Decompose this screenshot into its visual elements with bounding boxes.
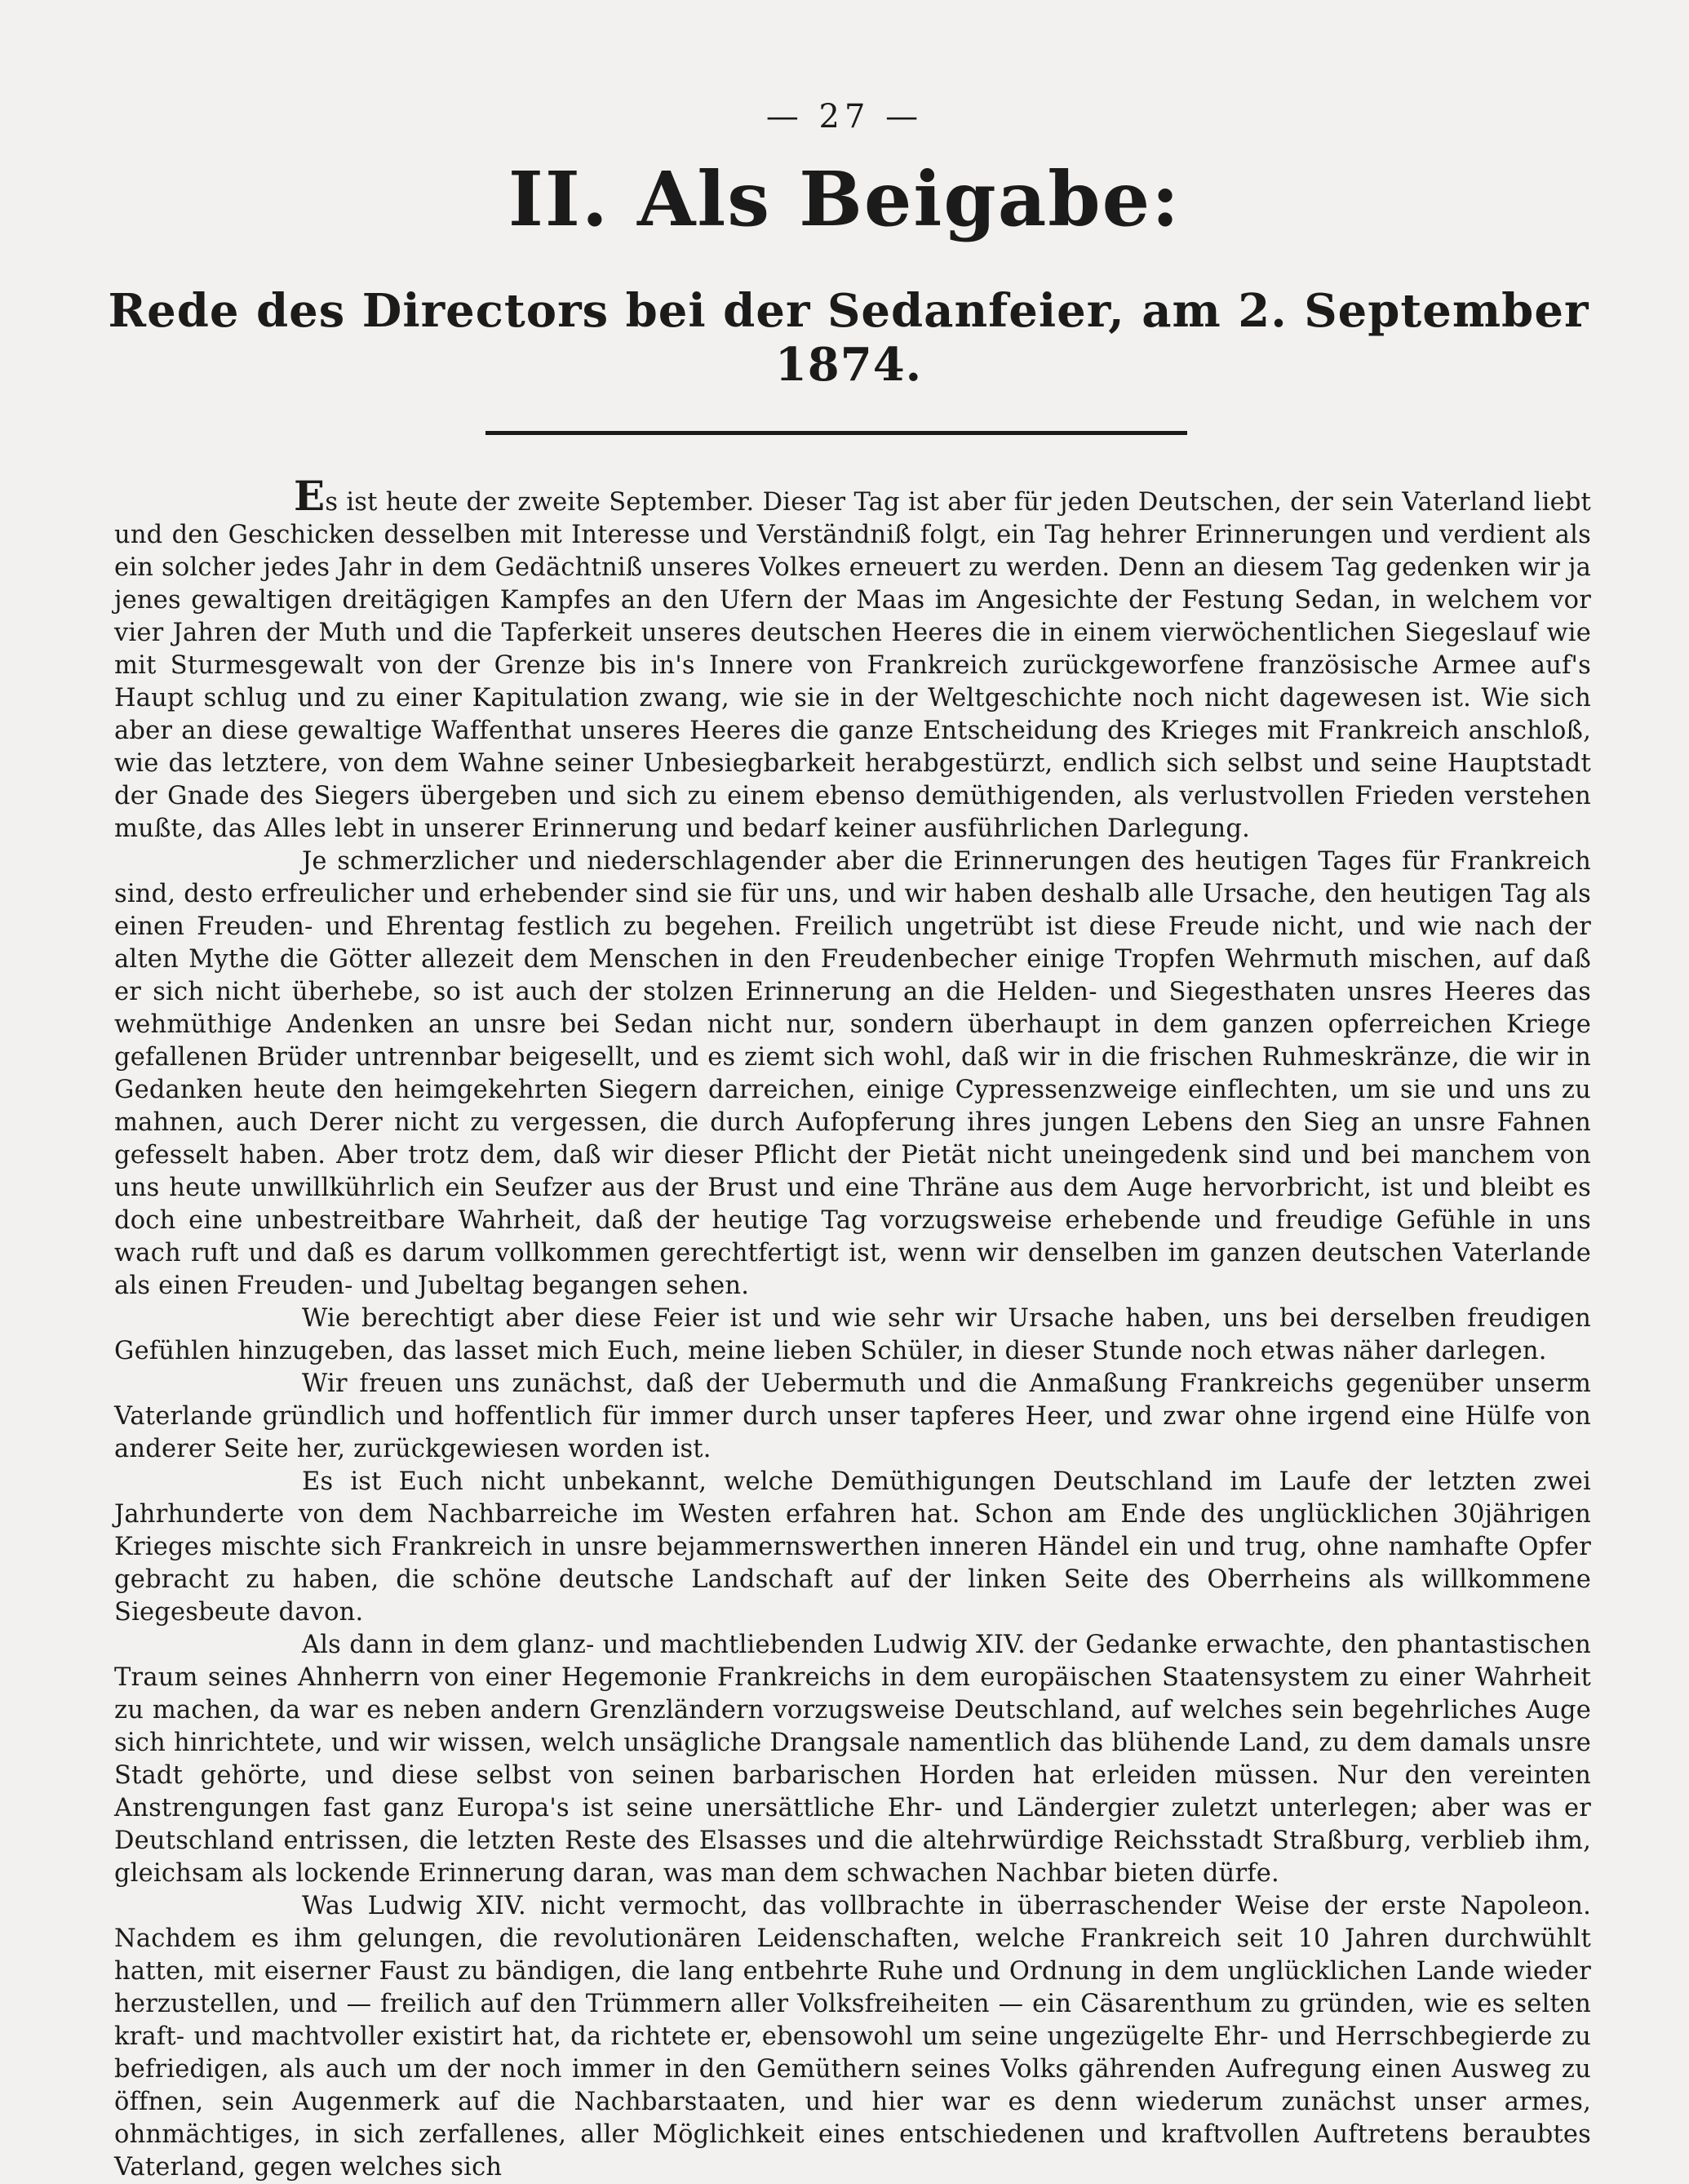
paragraph: Es ist Euch nicht unbekannt, welche Demüthigungen Deutschland im Laufe der letzten zwei Jahrhunderte von dem Nachbarreiche im Westen erfahren hat. Schon am Ende des unglücklichen 30jährigen Krieges mischte sich Frankreich in unsre bejammernswerthen inneren Händel ein und trug, ohne namhafte Opfer gebracht zu haben, die schöne deutsche Landschaft auf der linken Seite des Oberrheins als willkommene Siegesbeute davon. — [114, 1467, 1591, 1627]
paragraph: Was Ludwig XIV. nicht vermocht, das vollbrachte in überraschender Weise der erste Napoleon. Nachdem es ihm gelungen, die revolutionären Leidenschaften, welche Frankreich seit 10 Jahren durchwühlt hatten, mit eiserner Faust zu bändigen, die lang entbehrte Ruhe und Ordnung in dem unglücklichen Lande wieder herzustellen, und — freilich auf den Trümmern aller Volksfreiheiten — ein Cäsarenthum zu gründen, wie es selten kraft- und machtvoller existirt hat, da richtete er, ebensowohl um seine ungezügelte Ehr- und Herrschbegierde zu befriedigen, als auch um der noch immer in den Gemüthern seines Volks gährenden Aufregung einen Ausweg zu öffnen, sein Augenmerk auf die Nachbarstaaten, und hier war es denn wiederum zunächst unser armes, ohnmächtiges, in sich zerfallenes, aller Möglichkeit eines entschiedenen und kraftvollen Auftretens beraubtes Vaterland, gegen welches sich — [114, 1892, 1591, 2182]
page-number: — 27 — — [765, 98, 924, 135]
paragraph: Es ist heute der zweite September. Dieser Tag ist aber für jeden Deutschen, der sein Vaterland liebt und den Geschicken desselben mit Interesse und Verständniß folgt, ein Tag hehrer Erinnerungen und verdient als ein solcher jedes Jahr in dem Gedächtniß unseres Volkes erneuert zu werden. Denn an diesem Tag gedenken wir ja jenes gewaltigen dreitägigen Kampfes an den Ufern der Maas im Angesichte der Festung Sedan, in welchem vor vier Jahren der Muth und die Tapferkeit unseres deutschen Heeres die in einem vierwöchentlichen Siegeslauf wie mit Sturmesgewalt von der Grenze bis in's Innere von Frankreich zurückgeworfene französische Armee auf's Haupt schlug und zu einer Kapitulation zwang, wie sie in der Weltgeschichte noch nicht dagewesen ist. Wie sich aber an diese gewaltige Waffenthat unseres Heeres die ganze Entscheidung des Krieges mit Frankreich anschloß, wie das letztere, von dem Wahne seiner Unbesiegbarkeit herabgestürzt, endlich sich selbst und seine Hauptstadt der Gnade des Siegers übergeben und sich zu einem ebenso demüthigenden, als verlustvollen Frieden verstehen mußte, das Alles lebt in unserer Erinnerung und bedarf keiner ausführlichen Darlegung. — [114, 472, 1591, 843]
paragraph: Wie berechtigt aber diese Feier ist und wie sehr wir Ursache haben, uns bei derselben freudigen Gefühlen hinzugeben, das lasset mich Euch, meine lieben Schüler, in dieser Stunde noch etwas näher darlegen. — [114, 1304, 1591, 1365]
paragraph: Wir freuen uns zunächst, daß der Uebermuth und die Anmaßung Frankreichs gegenüber unserm Vaterlande gründlich und hoffentlich für immer durch unser tapferes Heer, und zwar ohne irgend eine Hülfe von anderer Seite her, zurückgewiesen worden ist. — [114, 1369, 1591, 1463]
section-heading: II. Als Beigabe: — [508, 155, 1181, 243]
speech-title: Rede des Directors bei der Sedanfeier, am 2. September 1874. — [108, 284, 1589, 392]
title-rule — [485, 431, 1187, 435]
paragraph: Je schmerzlicher und niederschlagender aber die Erinnerungen des heutigen Tages für Frankreich sind, desto erfreulicher und erhebender sind sie für uns, und wir haben deshalb alle Ursache, den heutigen Tag als einen Freuden- und Ehrentag festlich zu begehen. Freilich ungetrübt ist diese Freude nicht, und wie nach der alten Mythe die Götter allezeit dem Menschen in den Freudenbecher einige Tropfen Wehrmuth mischen, auf daß er sich nicht überhebe, so ist auch der stolzen Erinnerung an die Helden- und Siegesthaten unsres Heeres das wehmüthige Andenken an unsre bei Sedan nicht nur, sondern überhaupt in dem ganzen opferreichen Kriege gefallenen Brüder untrennbar beigesellt, und es ziemt sich wohl, daß wir in die frischen Ruhmeskränze, die wir in Gedanken heute den heimgekehrten Siegern darreichen, einige Cypressenzweige einflechten, um sie und uns zu mahnen, auch Derer nicht zu vergessen, die durch Aufopferung ihres jungen Lebens den Sieg an unsre Fahnen gefesselt haben. Aber trotz dem, daß wir dieser Pflicht der Pietät nicht uneingedenk sind und bei manchem von uns heute unwillkührlich ein Seufzer aus der Brust und eine Thräne aus dem Auge hervorbricht, ist und bleibt es doch eine unbestreitbare Wahrheit, daß der heutige Tag vorzugsweise erhebende und freudige Gefühle in uns wach ruft und daß es darum vollkommen gerechtfertigt ist, wenn wir denselben im ganzen deutschen Vaterlande als einen Freuden- und Jubeltag begangen sehen. — [114, 847, 1591, 1300]
body-text — [114, 472, 1591, 2184]
paragraph: Als dann in dem glanz- und machtliebenden Ludwig XIV. der Gedanke erwachte, den phantastischen Traum seines Ahnherrn von einer Hegemonie Frankreichs in dem europäischen Staatensystem zu einer Wahrheit zu machen, da war es neben andern Grenzländern vorzugsweise Deutschland, auf welches sein begehrliches Auge sich hinrichtete, und wir wissen, welch unsägliche Drangsale namentlich das blühende Land, zu dem damals unsre Stadt gehörte, und diese selbst von seinen barbarischen Horden hat erleiden müssen. Nur den vereinten Anstrengungen fast ganz Europa's ist seine unersättliche Ehr- und Ländergier zuletzt unterlegen; aber was er Deutschland entrissen, die letzten Reste des Elsasses und die altehrwürdige Reichsstadt Straßburg, verblieb ihm, gleichsam als lockende Erinnerung daran, was man dem schwachen Nachbar bieten dürfe. — [114, 1631, 1591, 1888]
